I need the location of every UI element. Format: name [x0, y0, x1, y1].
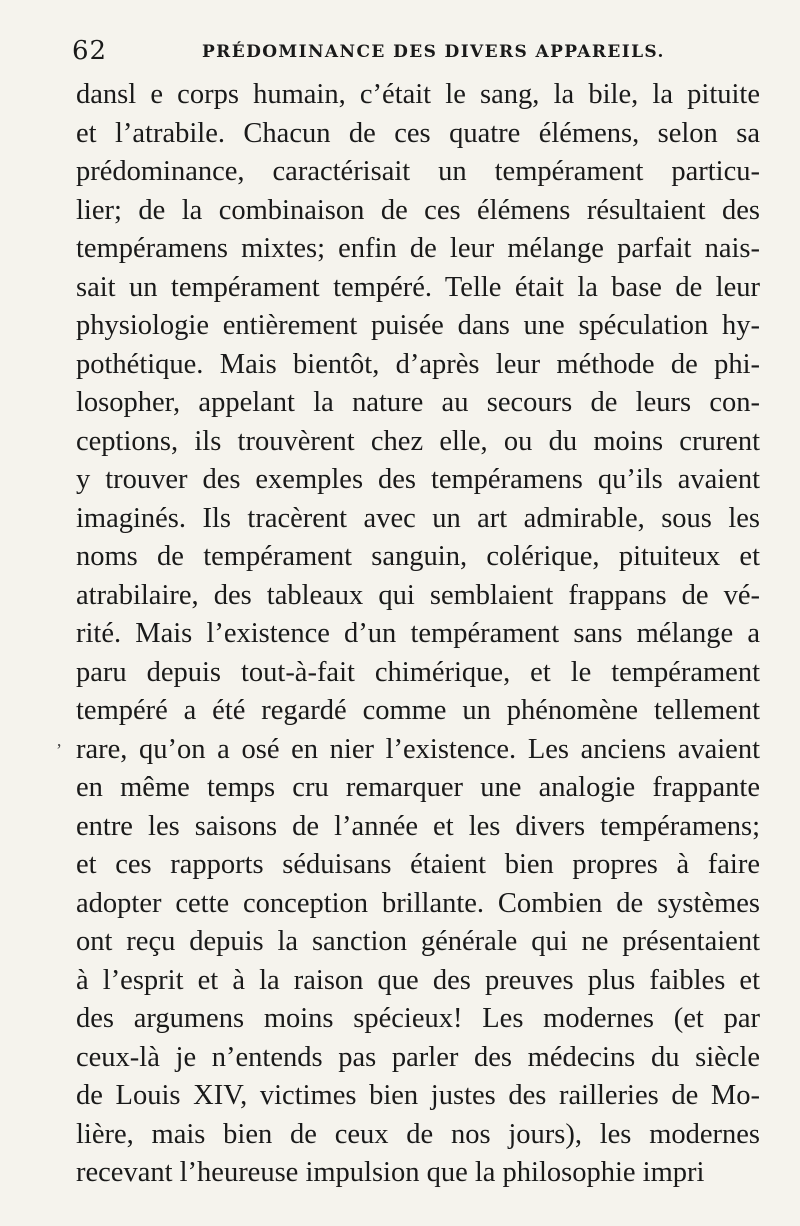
- text-line: imaginés. Ils tracèrent avec un art admirable, sous les: [76, 502, 760, 534]
- text-line: et ces rapports séduisans étaient bien propres à faire: [76, 849, 760, 880]
- text-line: noms de tempérament sanguin, colérique, pituiteux et: [76, 541, 760, 572]
- text-line: ont reçu depuis la sanction générale qui ne présentaient: [76, 926, 760, 957]
- text-line: ceptions, ils trouvèrent chez elle, ou du moins crurent: [76, 425, 760, 457]
- text-line: tempéré a été regardé comme un phénomène tellement: [76, 695, 760, 726]
- text-line: lière, mais bien de ceux de nos jours), les modernes: [76, 1118, 760, 1150]
- text-line: tempéramens mixtes; enfin de leur mélange parfait nais-: [76, 233, 760, 264]
- text-line: sait un tempérament tempéré. Telle était la base de leur: [76, 271, 760, 303]
- page-number: 62: [72, 36, 108, 66]
- text-line: pothétique. Mais bientôt, d’après leur méthode de phi-: [76, 348, 760, 380]
- text-line: en même temps cru remarquer une analogie frappante: [76, 772, 760, 803]
- text-line: y trouver des exemples des tempéramens qu’ils avaient: [76, 464, 760, 495]
- text-line: dansl e corps humain, c’était le sang, la bile, la pituite: [76, 79, 760, 110]
- body-text: [76, 76, 760, 1193]
- margin-mark: ʼ: [56, 740, 62, 760]
- text-line: et l’atrabile. Chacun de ces quatre élémens, selon sa: [76, 117, 760, 149]
- text-line: atrabilaire, des tableaux qui semblaient frappans de vé-: [76, 579, 760, 611]
- text-line: entre les saisons de l’année et les divers tempéramens;: [76, 810, 760, 842]
- page-header: [72, 34, 732, 70]
- text-line: rare, qu’on a osé en nier l’existence. Les anciens avaient: [76, 733, 760, 765]
- text-line: losopher, appelant la nature au secours de leurs con-: [76, 387, 760, 418]
- text-line: adopter cette conception brillante. Combien de systèmes: [76, 887, 760, 919]
- text-line: des argumens moins spécieux! Les modernes (et par: [76, 1003, 760, 1034]
- text-line: paru depuis tout-à-fait chimérique, et le tempérament: [76, 656, 760, 688]
- text-line: recevant l’heureuse impulsion que la philosophie impri: [76, 1157, 705, 1188]
- text-line: rité. Mais l’existence d’un tempérament sans mélange a: [76, 618, 760, 649]
- text-line: ceux-là je n’entends pas parler des médecins du siècle: [76, 1041, 760, 1073]
- running-title: PRÉDOMINANCE DES DIVERS APPAREILS.: [202, 42, 665, 62]
- text-line: lier; de la combinaison de ces élémens résultaient des: [76, 194, 760, 226]
- text-line: de Louis XIV, victimes bien justes des railleries de Mo-: [76, 1080, 760, 1111]
- text-line: physiologie entièrement puisée dans une spéculation hy-: [76, 310, 760, 341]
- text-line: à l’esprit et à la raison que des preuves plus faibles et: [76, 964, 760, 996]
- text-line: prédominance, caractérisait un tempérament particu-: [76, 156, 760, 187]
